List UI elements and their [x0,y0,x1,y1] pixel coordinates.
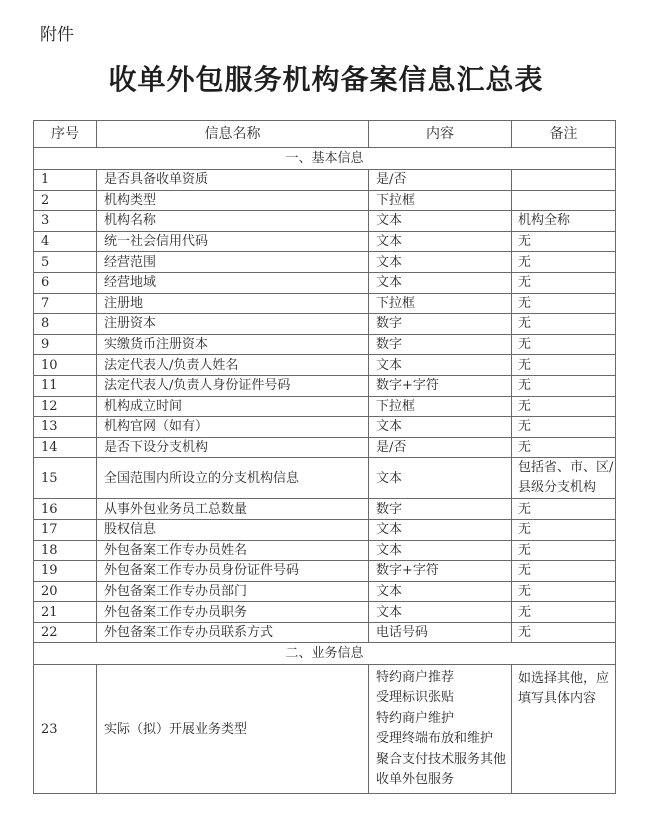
row-content: 文本 [369,231,512,252]
row-remark: 无 [512,252,616,273]
attachment-label: 附件 [40,25,74,45]
row-info-name: 机构成立时间 [97,396,369,417]
row-content: 数字+字符 [369,375,512,396]
row-content: 下拉框 [369,190,512,211]
row-content: 数字 [369,314,512,335]
row-info-name: 注册地 [97,293,369,314]
row-content: 文本 [369,355,512,376]
row-content: 电话号码 [369,622,512,643]
row-remark: 机构全称 [512,211,616,232]
row-content: 数字+字符 [369,561,512,582]
row-info-name: 实缴货币注册资本 [97,334,369,355]
row-remark: 无 [512,602,616,623]
section-row [34,643,616,665]
row-index: 16 [34,499,97,520]
registry-table [33,120,616,794]
header-remark: 备注 [512,121,616,148]
row-info-name: 股权信息 [97,519,369,540]
row-index: 13 [34,417,97,438]
row-content: 文本 [369,540,512,561]
row-content: 特约商户推荐 受理标识张贴 特约商户维护 受理终端布放和维护 聚合支付技术服务其他收单外包服务 [369,665,512,794]
row-remark: 无 [512,581,616,602]
row-content: 文本 [369,519,512,540]
row-index: 21 [34,602,97,623]
row-index: 14 [34,437,97,458]
row-content: 文本 [369,252,512,273]
row-content: 文本 [369,211,512,232]
header-content: 内容 [369,121,512,148]
row-info-name: 是否具备收单资质 [97,170,369,191]
table-row [34,231,616,252]
row-info-name: 统一社会信用代码 [97,231,369,252]
row-index: 19 [34,561,97,582]
section-row [34,148,616,170]
row-info-name: 机构类型 [97,190,369,211]
row-info-name: 全国范围内所设立的分支机构信息 [97,458,369,499]
table-row [34,437,616,458]
row-remark: 无 [512,334,616,355]
row-remark: 无 [512,314,616,335]
row-index: 20 [34,581,97,602]
table-row [34,602,616,623]
row-content: 是/否 [369,437,512,458]
header-info-name: 信息名称 [97,121,369,148]
row-content: 文本 [369,602,512,623]
row-remark: 如选择其他，应填写具体内容 [512,665,616,794]
row-remark [512,190,616,211]
row-remark: 无 [512,396,616,417]
row-content: 数字 [369,499,512,520]
row-index: 12 [34,396,97,417]
table-row [34,519,616,540]
table-row [34,665,616,794]
table-row [34,375,616,396]
row-content: 下拉框 [369,293,512,314]
row-remark: 无 [512,417,616,438]
row-index: 7 [34,293,97,314]
table-row [34,272,616,293]
table-row [34,211,616,232]
row-info-name: 外包备案工作专办员职务 [97,602,369,623]
table-row [34,417,616,438]
row-index: 4 [34,231,97,252]
row-info-name: 是否下设分支机构 [97,437,369,458]
table-row [34,561,616,582]
row-info-name: 机构官网（如有） [97,417,369,438]
row-index: 18 [34,540,97,561]
row-remark: 包括省、市、区/县级分支机构 [512,458,616,499]
row-content: 文本 [369,458,512,499]
table-body [34,148,616,794]
row-index: 3 [34,211,97,232]
row-remark: 无 [512,293,616,314]
table-row [34,622,616,643]
row-index: 23 [34,665,97,794]
row-content: 文本 [369,417,512,438]
row-remark: 无 [512,519,616,540]
table-row [34,334,616,355]
table-header-row [34,121,616,148]
table-row [34,355,616,376]
row-info-name: 从事外包业务员工总数量 [97,499,369,520]
header-index: 序号 [34,121,97,148]
table-row [34,540,616,561]
row-content: 文本 [369,581,512,602]
row-index: 11 [34,375,97,396]
table-row [34,581,616,602]
row-remark: 无 [512,272,616,293]
table-row [34,190,616,211]
row-index: 5 [34,252,97,273]
row-index: 22 [34,622,97,643]
section-title: 一、基本信息 [34,148,616,170]
row-index: 8 [34,314,97,335]
row-info-name: 注册资本 [97,314,369,335]
table-row [34,170,616,191]
page-title: 收单外包服务机构备案信息汇总表 [108,63,544,96]
row-remark: 无 [512,355,616,376]
row-index: 9 [34,334,97,355]
row-info-name: 外包备案工作专办员身份证件号码 [97,561,369,582]
row-index: 2 [34,190,97,211]
table-row [34,314,616,335]
row-content: 下拉框 [369,396,512,417]
row-remark: 无 [512,375,616,396]
row-remark: 无 [512,437,616,458]
row-info-name: 法定代表人/负责人姓名 [97,355,369,376]
row-info-name: 外包备案工作专办员联系方式 [97,622,369,643]
row-remark: 无 [512,499,616,520]
row-index: 15 [34,458,97,499]
row-content: 是/否 [369,170,512,191]
table-row [34,458,616,499]
table-row [34,252,616,273]
table-row [34,293,616,314]
row-content: 文本 [369,272,512,293]
section-title: 二、业务信息 [34,643,616,665]
row-remark: 无 [512,540,616,561]
row-index: 10 [34,355,97,376]
row-index: 1 [34,170,97,191]
row-info-name: 实际（拟）开展业务类型 [97,665,369,794]
row-info-name: 机构名称 [97,211,369,232]
row-info-name: 经营地域 [97,272,369,293]
table-row [34,499,616,520]
row-content: 数字 [369,334,512,355]
row-remark: 无 [512,561,616,582]
row-info-name: 外包备案工作专办员部门 [97,581,369,602]
row-remark: 无 [512,231,616,252]
row-index: 17 [34,519,97,540]
row-info-name: 法定代表人/负责人身份证件号码 [97,375,369,396]
row-index: 6 [34,272,97,293]
table-row [34,396,616,417]
row-info-name: 经营范围 [97,252,369,273]
row-remark [512,170,616,191]
row-remark: 无 [512,622,616,643]
row-info-name: 外包备案工作专办员姓名 [97,540,369,561]
